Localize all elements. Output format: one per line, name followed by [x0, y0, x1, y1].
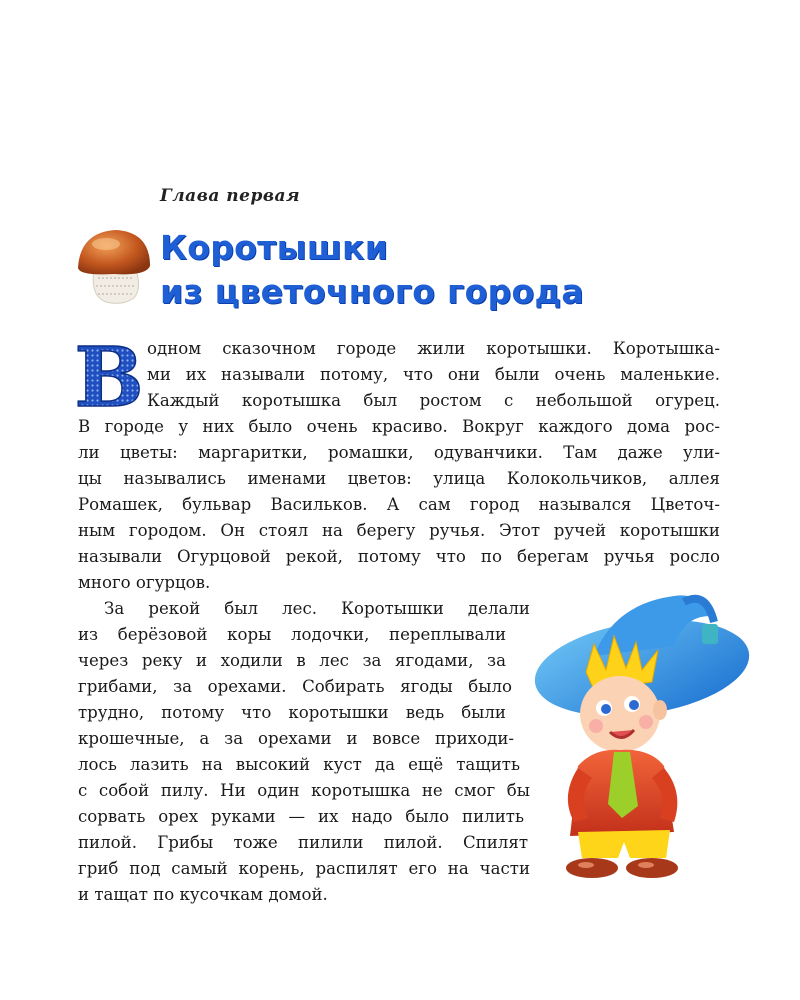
text-line: через реку и ходили в лес за ягодами, за [78, 651, 506, 670]
text-line: из берёзовой коры лодочки, переплывали [78, 625, 506, 644]
text-line: крошечные, а за орехами и вовсе приходи- [78, 729, 514, 748]
title-line-2: из цветочного города [160, 272, 584, 311]
text-line: В городе у них было очень красиво. Вокруг каждого дома рос- [78, 417, 720, 436]
title-line-1: Коротышки [160, 228, 389, 267]
text-line: и тащат по кусочкам домой. [78, 885, 328, 904]
text-line: гриб под самый корень, распилят его на части [78, 859, 530, 878]
text-line: ми их называли потому, что они были очень маленькие. [147, 365, 720, 384]
text-line: ли цветы: маргаритки, ромашки, одуванчики. Там даже ули- [78, 443, 720, 462]
text-line: называли Огурцовой рекой, потому что по берегам ручья росло [78, 547, 720, 566]
text-line: Ромашек, бульвар Васильков. А сам город назывался Цветоч- [78, 495, 720, 514]
text-line: с собой пилу. Ни один коротышка не смог бы [78, 781, 530, 800]
svg-text:В: В [74, 330, 144, 426]
mushroom-icon [76, 226, 152, 306]
text-line: грибами, за орехами. Собирать ягоды было [78, 677, 512, 696]
dropcap-letter [74, 330, 144, 426]
chapter-title [160, 226, 584, 314]
text-line: трудно, потому что коротышки ведь были [78, 703, 506, 722]
text-line: пилой. Грибы тоже пилили пилой. Спилят [78, 833, 528, 852]
text-line: лось лазить на высокий куст да ещё тащить [78, 755, 520, 774]
text-line: одном сказочном городе жили коротышки. Коротышка- [147, 339, 720, 358]
text-line: ным городом. Он стоял на берегу ручья. Этот ручей коротышки [78, 521, 720, 540]
neznayka-illustration [534, 586, 770, 888]
text-line: много огурцов. [78, 573, 211, 592]
text-line: Каждый коротышка был ростом с небольшой огурец. [147, 391, 720, 410]
text-line: За рекой был лес. Коротышки делали [104, 599, 530, 618]
text-line: цы назывались именами цветов: улица Колокольчиков, аллея [78, 469, 720, 488]
text-line: сорвать орех руками — их надо было пилить [78, 807, 524, 826]
chapter-label: Глава первая [160, 186, 301, 206]
